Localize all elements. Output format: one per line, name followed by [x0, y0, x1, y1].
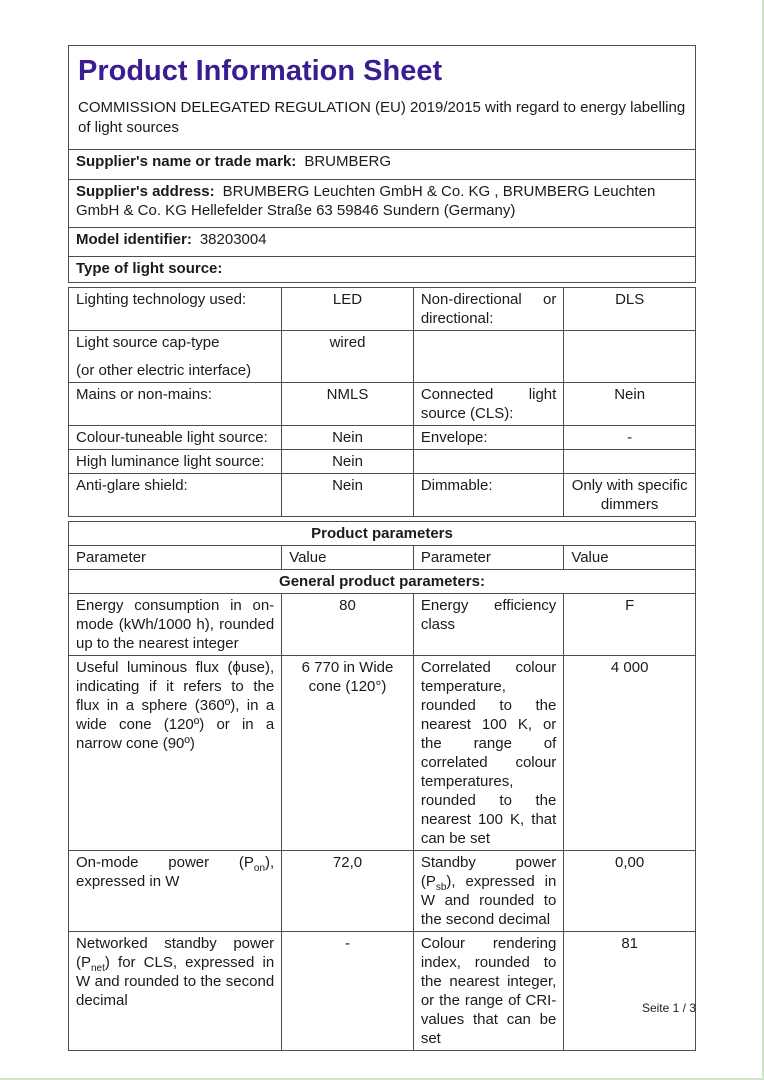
cap-type-line1: Light source cap-type [76, 334, 220, 351]
page-number-footer: Seite 1 / 3 [641, 1001, 696, 1015]
subscript-text: net [91, 963, 105, 974]
param-label-cell: Energy efficiency class [413, 594, 563, 656]
param-label-cell [69, 932, 282, 1051]
label-text: ), expressed in W and rounded to the second decimal [420, 873, 557, 928]
param-label-cell: High luminance light source: [69, 450, 282, 474]
param-label-cell: Lighting technology used: [69, 288, 282, 331]
param-label-cell: Connected light source (CLS): [413, 383, 563, 426]
title-block [69, 46, 696, 150]
param-label-cell: Colour rendering index, rounded to the nearest integer, or the range of CRI-values that can be set [413, 932, 563, 1051]
param-label-cell: Envelope: [413, 426, 563, 450]
param-value-cell: Nein [564, 383, 696, 426]
param-value-cell: Nein [282, 426, 414, 450]
param-label-cell: Correlated colour temperature, rounded to the nearest 100 K, or the range of correlated colour temperatures, rounded to the nearest 100 K, that can be set [413, 656, 563, 851]
param-value-cell: LED [282, 288, 414, 331]
light-source-type-table [68, 287, 696, 517]
column-header-parameter: Parameter [69, 546, 282, 570]
product-parameters-table [68, 521, 696, 1051]
param-value-cell: 72,0 [282, 851, 414, 932]
param-value-cell: F [564, 594, 696, 656]
product-parameters-header: Product parameters [69, 522, 696, 546]
supplier-name-row [69, 150, 696, 180]
param-value-cell [564, 450, 696, 474]
param-label-cell [413, 331, 563, 383]
param-value-cell: 4 000 [564, 656, 696, 851]
supplier-name-value: BRUMBERG [304, 153, 391, 170]
subscript-text: on [253, 863, 266, 874]
document-page [68, 45, 696, 1051]
param-label-cell [69, 851, 282, 932]
general-parameters-header: General product parameters: [69, 570, 696, 594]
model-identifier-label: Model identifier: [76, 231, 192, 248]
param-value-cell: 81 [564, 932, 696, 1051]
label-text: ) for CLS, expressed in W and rounded to the second decimal [76, 954, 275, 1009]
param-value-cell: Nein [282, 474, 414, 517]
label-text: Networked standby power (P [76, 935, 275, 971]
supplier-name-label: Supplier's name or trade mark: [76, 153, 297, 170]
param-label-cell: Useful luminous flux (ϕuse), indicating if it refers to the flux in a sphere (360º), in a wide cone (120º) or in a narrow cone (90º) [69, 656, 282, 851]
param-label-cell: Mains or non-mains: [69, 383, 282, 426]
param-label-cell [413, 851, 563, 932]
param-value-cell: Only with specific dimmers [564, 474, 696, 517]
model-identifier-value: 38203004 [199, 231, 267, 248]
column-header-value: Value [282, 546, 414, 570]
supplier-address-row [69, 180, 696, 228]
label-text: On-mode power (P [76, 854, 254, 871]
label-text: ), expressed in W [76, 854, 275, 890]
label-text: Standby power (P [420, 854, 557, 890]
column-header-value: Value [564, 546, 696, 570]
param-value-cell [564, 331, 696, 383]
param-value-cell: - [282, 932, 414, 1051]
header-info-table [68, 45, 696, 283]
param-value-cell: NMLS [282, 383, 414, 426]
param-value-cell: Nein [282, 450, 414, 474]
page-title: Product Information Sheet [78, 55, 443, 87]
param-value-cell: 6 770 in Wide cone (120°) [282, 656, 414, 851]
supplier-address-label: Supplier's address: [76, 183, 215, 200]
regulation-subtitle: COMMISSION DELEGATED REGULATION (EU) 2019/2015 with regard to energy labelling of light sources [78, 99, 686, 136]
param-label-cell: Non-directional or directional: [413, 288, 563, 331]
param-value-cell: DLS [564, 288, 696, 331]
type-of-light-source-row [69, 257, 696, 283]
param-label-cell: Anti-glare shield: [69, 474, 282, 517]
param-label-cell [413, 450, 563, 474]
cap-type-line2: (or other electric interface) [76, 362, 252, 379]
column-header-parameter: Parameter [413, 546, 563, 570]
supplier-address-value: BRUMBERG Leuchten GmbH & Co. KG , BRUMBERG Leuchten GmbH & Co. KG Hellefelder Straße 63 59846 Sundern (Germany) [76, 183, 656, 219]
param-value-cell: 0,00 [564, 851, 696, 932]
param-value-cell: - [564, 426, 696, 450]
param-value-cell: 80 [282, 594, 414, 656]
type-of-light-source-label: Type of light source: [76, 260, 223, 277]
param-value-cell: wired [282, 331, 414, 383]
model-identifier-row [69, 228, 696, 257]
param-label-cell: Energy consumption in on-mode (kWh/1000 h), rounded up to the nearest integer [69, 594, 282, 656]
param-label-cell [69, 331, 282, 383]
param-label-cell: Colour-tuneable light source: [69, 426, 282, 450]
subscript-text: sb [435, 882, 447, 893]
param-label-cell: Dimmable: [413, 474, 563, 517]
